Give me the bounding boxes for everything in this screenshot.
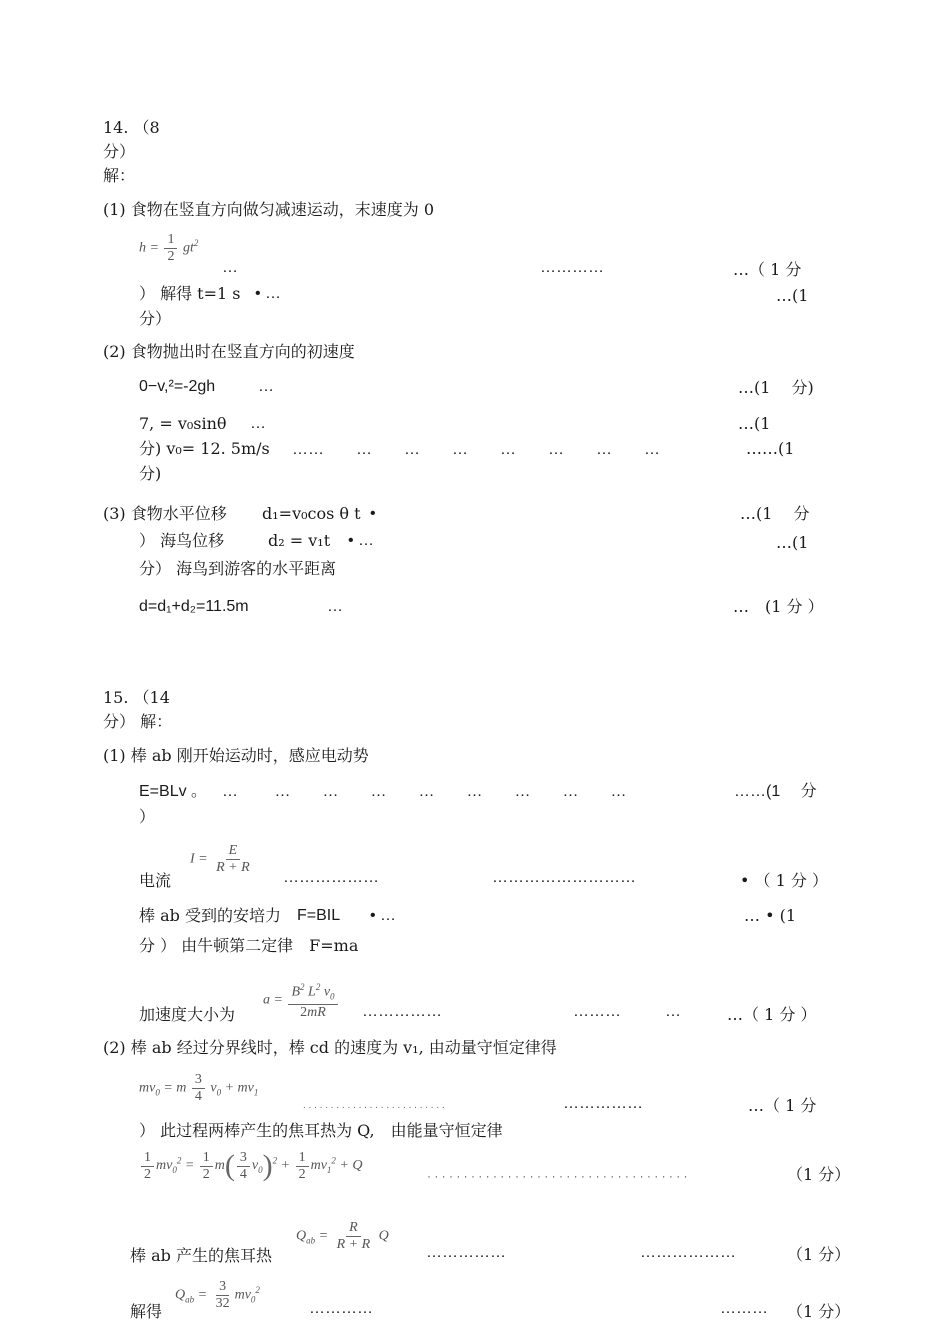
q14-score: 分） <box>139 309 172 328</box>
q15-score: ……(1 分 <box>734 783 817 800</box>
q14-part1-result: ） 解得 t=1 s <box>139 284 241 303</box>
q15-ampere-force-label: 棒 ab 受到的安培力 <box>139 906 281 925</box>
q15-score: （1 分） <box>787 1302 851 1321</box>
q14-dots: • … <box>348 532 375 549</box>
q15-header-line1: 15. （14 <box>103 688 170 707</box>
q15-formula-qab-result: $Q_{ab}$ = $\frac{3}{32}$ $mv_0^2$ <box>175 1279 260 1311</box>
q14-dots: … <box>250 415 266 432</box>
q14-eq-vertical-velocity: 0−v,²=-2gh <box>139 378 216 395</box>
q14-score: ……(1 <box>746 439 795 458</box>
q14-score: …(1 <box>776 286 809 305</box>
q15-dots: ………… <box>309 1300 373 1317</box>
q15-part2-title: (2) 棒 ab 经过分界线时，棒 cd 的速度为 v₁, 由动量守恒定律得 <box>103 1038 557 1057</box>
q14-score: …（ 1 分 <box>733 260 802 279</box>
q15-newton-law: 分 ） 由牛顿第二定律 F=ma <box>139 936 359 955</box>
q14-header-line2: 分） <box>103 142 136 161</box>
q14-part2-title: (2) 食物抛出时在竖直方向的初速度 <box>103 342 355 361</box>
q15-formula-momentum: $mv_0 = m$ $\frac{3}{4}$ $v_0 + mv_1$ <box>139 1072 259 1104</box>
q14-score: …(1 <box>738 414 771 433</box>
q15-score: …（ 1 分 ） <box>727 1005 817 1024</box>
q15-part1-title: (1) 棒 ab 刚开始运动时，感应电动势 <box>103 746 369 765</box>
q15-score: ） <box>139 807 156 826</box>
q14-eq-d: d=d₁+d₂=11.5m <box>139 598 249 615</box>
q15-dots: ……… <box>720 1300 768 1317</box>
q14-score: … (1 分 ） <box>733 597 824 616</box>
q14-part1-title: (1) 食物在竖直方向做匀减速运动，末速度为 0 <box>103 200 435 219</box>
q15-score: （1 分） <box>787 1165 851 1184</box>
q14-eq-v0: 分) v₀= 12. 5m/s <box>139 439 270 458</box>
q15-score: • （ 1 分 ） <box>740 871 828 890</box>
q15-score: （1 分） <box>787 1245 851 1264</box>
q14-score: 分) <box>139 464 162 483</box>
q15-eq-emf: E=BLv 。 <box>139 783 208 800</box>
q15-dots: · · · · · · · · · · · · · · · · · · · · · · · · · · · · · · · · · · · · <box>427 1169 688 1183</box>
q14-dots: • … <box>255 285 282 302</box>
q15-dots: . . . . . . . . . . . . . . . . . . . . . . . . . . <box>303 1100 445 1111</box>
q15-current-label: 电流 <box>139 871 172 890</box>
q14-formula-h: h = $\frac{1}{2}$ $gt^2$ <box>139 232 199 264</box>
q15-score: … • (1 <box>744 906 797 925</box>
q15-acceleration-label: 加速度大小为 <box>139 1005 236 1024</box>
q15-joule-heat-label: 棒 ab 产生的焦耳热 <box>130 1246 272 1265</box>
q14-score: …(1 分 <box>740 504 810 523</box>
q15-formula-energy: $\frac{1}{2}$ $mv_0^2$ = $\frac{1}{2}$ m( $\frac{3}{4}$ $v_0)^2$ + $\frac{1}{2}$ $mv_1^2 + Q$ <box>139 1149 362 1183</box>
q15-dots: ……… <box>573 1003 621 1020</box>
q14-dots: ………… <box>540 259 604 276</box>
q15-solve-label: 解得 <box>130 1302 163 1321</box>
q15-dots: ……………… <box>640 1244 736 1261</box>
q15-joule-heat-statement: ） 此过程两棒产生的焦耳热为 Q, 由能量守恒定律 <box>139 1121 503 1140</box>
q15-dots: ……………… <box>283 869 379 886</box>
q14-bird-displacement: ） 海鸟位移 <box>139 531 225 550</box>
q14-eq-vsin: 7, = v₀sinθ <box>139 414 227 433</box>
q15-formula-acceleration: a = $\frac{B^2 L^2 v_0}{2mR}$ <box>263 979 340 1021</box>
q15-eq-force: F=BIL <box>297 907 341 924</box>
q15-score: …（ 1 分 <box>748 1096 817 1115</box>
q14-header-line1: 14. （8 <box>103 118 160 137</box>
q14-score: …(1 分) <box>738 378 814 397</box>
q14-dots: • <box>370 505 376 522</box>
q14-eq-d2: d₂ = v₁t <box>268 531 331 550</box>
q14-dots: … <box>222 259 238 276</box>
q14-dots: …… … … … … … … … <box>292 441 661 458</box>
q15-dots: …………… <box>563 1095 643 1112</box>
q14-dots: … <box>327 598 343 615</box>
q15-dots: • … <box>370 907 397 924</box>
q15-formula-current: I = $\frac{E}{R + R}$ <box>190 843 250 875</box>
q15-header-line2: 分） 解： <box>103 712 173 731</box>
q14-score: …(1 <box>776 533 809 552</box>
q15-dots: …………… <box>426 1244 506 1261</box>
q15-dots: …………… <box>362 1003 442 1020</box>
q15-formula-qab: $Q_{ab}$ = $\frac{R}{R + R}$ Q <box>296 1220 389 1252</box>
q14-part3-title: (3) 食物水平位移 <box>103 504 227 523</box>
q14-header-line3: 解： <box>103 166 136 185</box>
q14-eq-d1: d₁=v₀cos θ t <box>262 504 361 523</box>
q15-dots: … … … … … … … … … <box>222 783 627 800</box>
q15-dots: … <box>665 1003 681 1020</box>
q14-dots: … <box>258 378 274 395</box>
q15-dots: ……………………… <box>492 869 636 886</box>
q14-horizontal-distance: 分） 海鸟到游客的水平距离 <box>139 559 337 578</box>
